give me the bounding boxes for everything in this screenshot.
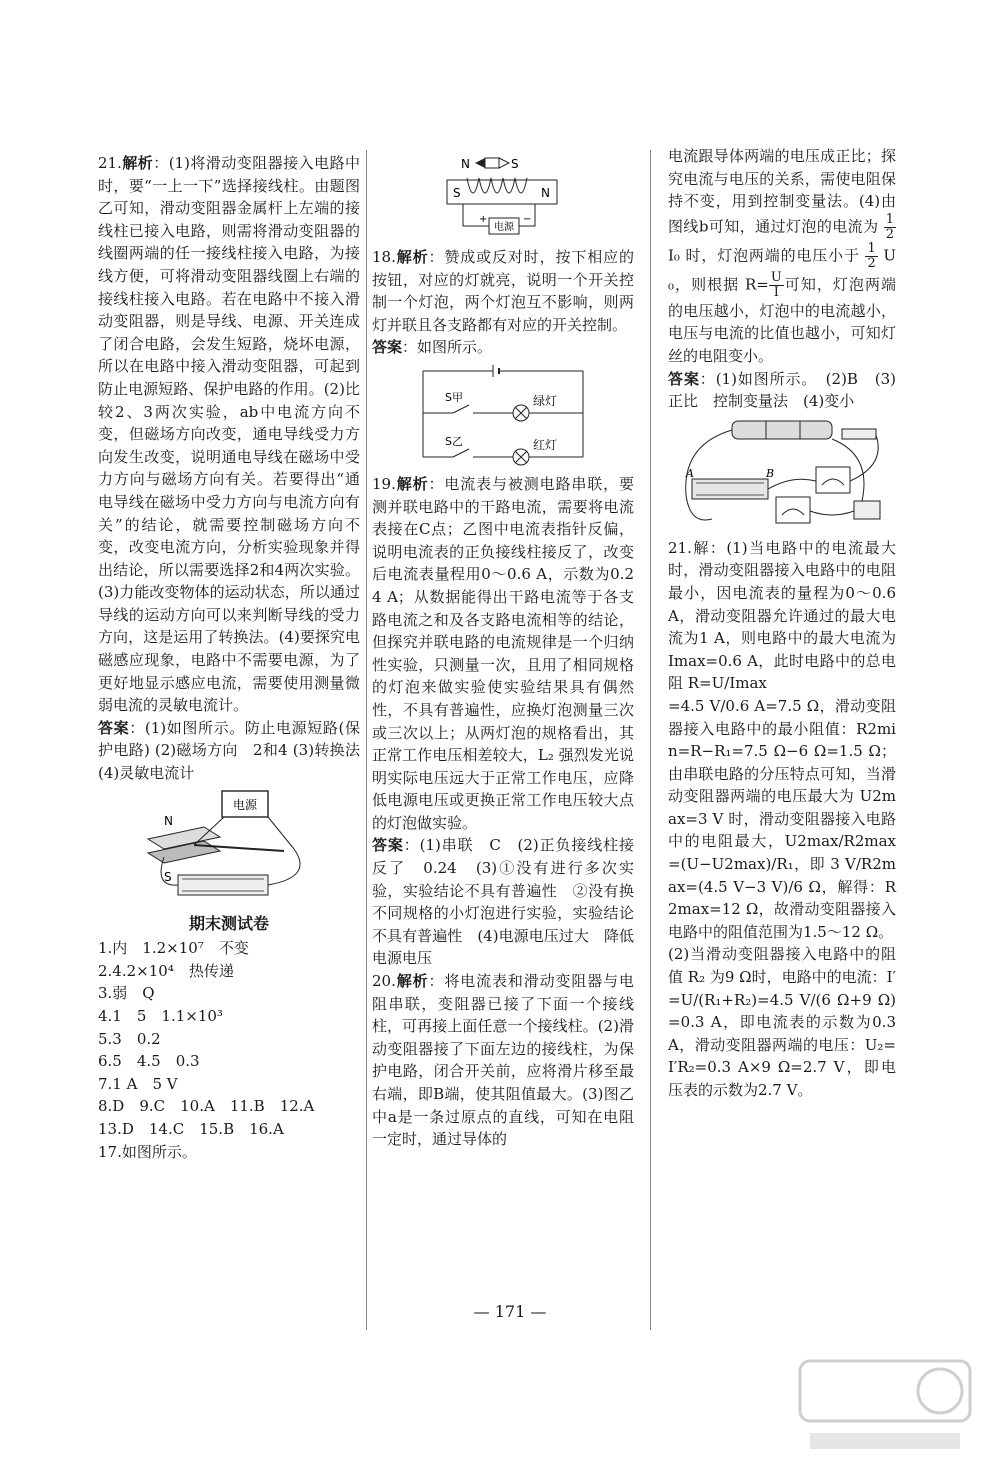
numerator: U: [770, 269, 782, 285]
q21-answer: [98, 717, 360, 785]
answer-list: [98, 937, 360, 1163]
q18-analysis: [372, 246, 634, 336]
answer-text: ：如图所示。: [402, 338, 493, 357]
answer-text: ：(1)如图所示。 (2)B (3)正比 控制变量法 (4)变小: [668, 369, 896, 411]
q21-solution-3: [668, 943, 896, 1101]
answer-label: 答案: [372, 338, 403, 357]
answer-text: ：(1)串联 C (2)正负接线柱接反了 0.24 (3)①没有进行多次实验，实验结论不具有普遍性 ②没有换不同规格的小灯泡进行实验，实验结论不具有普遍性 (4)电源电压过大 降低电源电压: [372, 836, 634, 968]
analysis-label: 解析: [121, 154, 154, 172]
power-label: 电源: [232, 797, 258, 812]
denominator: I: [773, 284, 779, 300]
question-number: 19.: [372, 474, 396, 493]
solenoid-figure: [423, 154, 583, 244]
iv-experiment-figure: [672, 415, 892, 535]
plus-label: +: [479, 214, 488, 225]
magnet-s-label: S: [164, 869, 172, 884]
answer-item: 7.1 A 5 V: [98, 1074, 178, 1093]
numerator: 1: [885, 211, 894, 227]
denominator: 2: [885, 226, 894, 242]
q21-solution-1: [668, 537, 896, 695]
answer-text: ：(1)如图所示。防止电源短路(保护电路) (2)磁场方向 2和4 (3)转换法 (4)灵敏电流计: [98, 718, 360, 783]
answer-label: 答案: [372, 836, 404, 855]
column-2: [372, 152, 634, 1151]
analysis-text: U₀，则根据 R=: [668, 246, 896, 294]
q20-answer: [668, 368, 896, 413]
column-divider-2: [650, 150, 651, 1330]
q19-answer: [372, 834, 634, 970]
parallel-circuit-figure: [403, 361, 603, 471]
fraction-u-over-i: [769, 271, 784, 300]
coil-n-label: N: [541, 186, 550, 200]
numerator: 1: [867, 240, 876, 256]
solution-text: 解：(1)当电路中的电流最大时，滑动变阻器接入电路中的电阻最小，因电流表的量程为0～0.6 A，滑动变阻器允许通过的最大电流为1 A，则电路中的最大电流为 Imax=0.6 A，此时电路中的总电阻 R=U/Imax: [668, 538, 896, 693]
point-b-label: B: [766, 466, 775, 480]
watermark-logo: [790, 1341, 980, 1461]
column-3: [668, 145, 896, 1102]
answer-label: 答案: [98, 718, 130, 737]
question-number: 18.: [372, 248, 396, 266]
magnet-n-label: N: [164, 813, 173, 828]
column-1: [98, 152, 360, 1163]
q20-continued: [668, 145, 896, 368]
answer-item: 8.D 9.C 10.A 11.B 12.A: [98, 1097, 315, 1116]
question-number: 20.: [372, 972, 396, 991]
analysis-label: 解析: [395, 972, 429, 991]
green-lamp-label: 绿灯: [533, 393, 558, 408]
analysis-text: I₀ 时，灯泡两端的电压小于: [668, 246, 860, 265]
q18-answer: [372, 336, 634, 359]
point-a-label: A: [686, 466, 694, 480]
answer-item: 17.如图所示。: [98, 1142, 197, 1161]
question-number: 21.: [668, 538, 692, 557]
page-number: — 171 —: [473, 1302, 547, 1321]
analysis-text: ：(1)将滑动变阻器接入电路中时，要“一上一下”选择接线柱。由题图乙可知，滑动变阻器金属杆上左端的接线柱已接入电路，则需将滑动变阻器的线圈两端的任一接线柱接入电路，为接线方便，可将滑动变阻器线圈上右端的接线柱接入电路。若在电路中不接入滑动变阻器，则是导线、电源、开关连成了闭合电路，会发生短路，烧坏电源，所以在电路中接入滑动变阻器，可起到防止电源短路、保护电路的作用。(2)比较2、3两次实验，ab中电流方向不变，但磁场方向改变，通电导线受力方向发生改变，说明通电导线在磁场中受力方向与磁场方向有关。若要得出“通电导线在磁场中受力方向与电流方向有关”的结论，就需要控制磁场方向不变，改变电流方向，分析实验现象并得出结论，所以需要选择2和4两次实验。(3)力能改变物体的运动状态，所以通过导线的运动方向可以来判断导线的受力方向，这是运用了转换法。(4)要探究电磁感应现象，电路中不需要电源，为了更好地显示感应电流，需要使用测量微弱电流的灵敏电流计。: [98, 154, 360, 715]
analysis-label: 解析: [395, 474, 429, 493]
switch-1-label: S甲: [445, 390, 463, 404]
q21-analysis: [98, 152, 360, 717]
analysis-text: 可知，灯泡两端的电压越小，灯泡中的电流越小，电压与电流的比值也越小，可知灯丝的电阻变小。: [668, 275, 896, 365]
answer-item: 13.D 14.C 15.B 16.A: [98, 1119, 284, 1138]
analysis-label: 解析: [395, 248, 429, 266]
answer-item: 6.5 4.5 0.3: [98, 1052, 200, 1071]
question-number: 21.: [98, 154, 122, 172]
column-divider-1: [366, 150, 367, 1330]
answer-item: 1.内 1.2×10⁷ 不变: [98, 939, 249, 958]
answer-item: 2.4.2×10⁴ 热传递: [98, 961, 234, 980]
analysis-text: ：赞成或反对时，按下相应的按钮，对应的灯就亮，说明一个开关控制一个灯泡，两个灯泡互不影响，则两灯并联且各支路都有对应的开关控制。: [372, 248, 634, 334]
answer-item: 3.弱 Q: [98, 984, 155, 1003]
answer-item: 4.1 5 1.1×10³: [98, 1007, 223, 1025]
fraction-half: [865, 242, 877, 271]
analysis-text: ：将电流表和滑动变阻器与电阻串联，变阻器已接了下面一个接线柱，可再接上面任意一个接线柱。(2)滑动变阻器接了下面左边的接线柱，为保护电路，闭合开关前，应将滑片移至最右端，即B端，使其阻值最大。(3)图乙中a是一条过原点的直线，可知在电阻一定时，通过导体的: [372, 972, 634, 1149]
power-label: 电源: [494, 222, 514, 233]
minus-label: −: [523, 214, 532, 225]
section-title: 期末测试卷: [188, 913, 269, 933]
q20-analysis: [372, 970, 634, 1151]
compass-s-label: S: [511, 157, 519, 171]
denominator: 2: [867, 255, 876, 271]
fraction-half: [884, 213, 896, 242]
analysis-text: ：电流表与被测电路串联，要测并联电路中的干路电流，需要将电流表接在C点；乙图中电流表指针反偏，说明电流表的正负接线柱接反了，改变后电流表量程用0～0.6 A，示数为0.24 A；从数据能得出干路电流等于各支路电流之和及各支路电流相等的结论，但探究并联电路的电流规律是一个归纳性实验，只测量一次，且用了相同规格的灯泡来做实验使实验结果具有偶然性，不具有普遍性，应换灯泡测量三次或三次以上；从两灯泡的规格看出，其正常工作电压相差较大，L₂ 强烈发光说明实际电压远大于正常工作电压，应降低电源电压或更换正常工作电压较大点的灯泡做实验。: [372, 474, 634, 832]
compass-n-label: N: [461, 157, 470, 171]
motor-experiment-figure: [134, 787, 324, 907]
solution-text: (2)当滑动变阻器接入电路中的阻值 R₂ 为9 Ω时，电路中的电流：I′=U/(R₁+R₂)=4.5 V/(6 Ω+9 Ω)=0.3 A，即电流表的示数为0.3 A，滑动变阻器两端的电压：U₂=I′R₂=0.3 A×9 Ω=2.7 V，即电压表的示数为2.7 V。: [668, 945, 896, 1099]
solution-text: =4.5 V/0.6 A=7.5 Ω，滑动变阻器接入电路中的最小阻值：R2min=R−R₁=7.5 Ω−6 Ω=1.5 Ω；由串联电路的分压特点可知，当滑动变阻器两端的电压最大为 U2max=3 V 时，滑动变阻器接入电路中的电阻最大，U2max/R2max=(U−U2max)/R₁，即 3 V/R2max=(4.5 V−3 V)/6 Ω，解得：R2max=12 Ω，故滑动变阻器接入电路中的阻值范围为1.5～12 Ω。: [668, 696, 896, 941]
switch-2-label: S乙: [445, 434, 463, 448]
q21-solution-2: [668, 695, 896, 944]
coil-s-label: S: [453, 186, 461, 200]
answer-label: 答案: [668, 369, 700, 388]
analysis-text: 电流跟导体两端的电压成正比；探究电流与电压的关系，需使电阻保持不变，用到控制变量法。(4)由图线b可知，通过灯泡的电流为: [668, 147, 896, 236]
red-lamp-label: 红灯: [533, 437, 558, 452]
q19-analysis: [372, 473, 634, 835]
answer-item: 5.3 0.2: [98, 1029, 161, 1048]
